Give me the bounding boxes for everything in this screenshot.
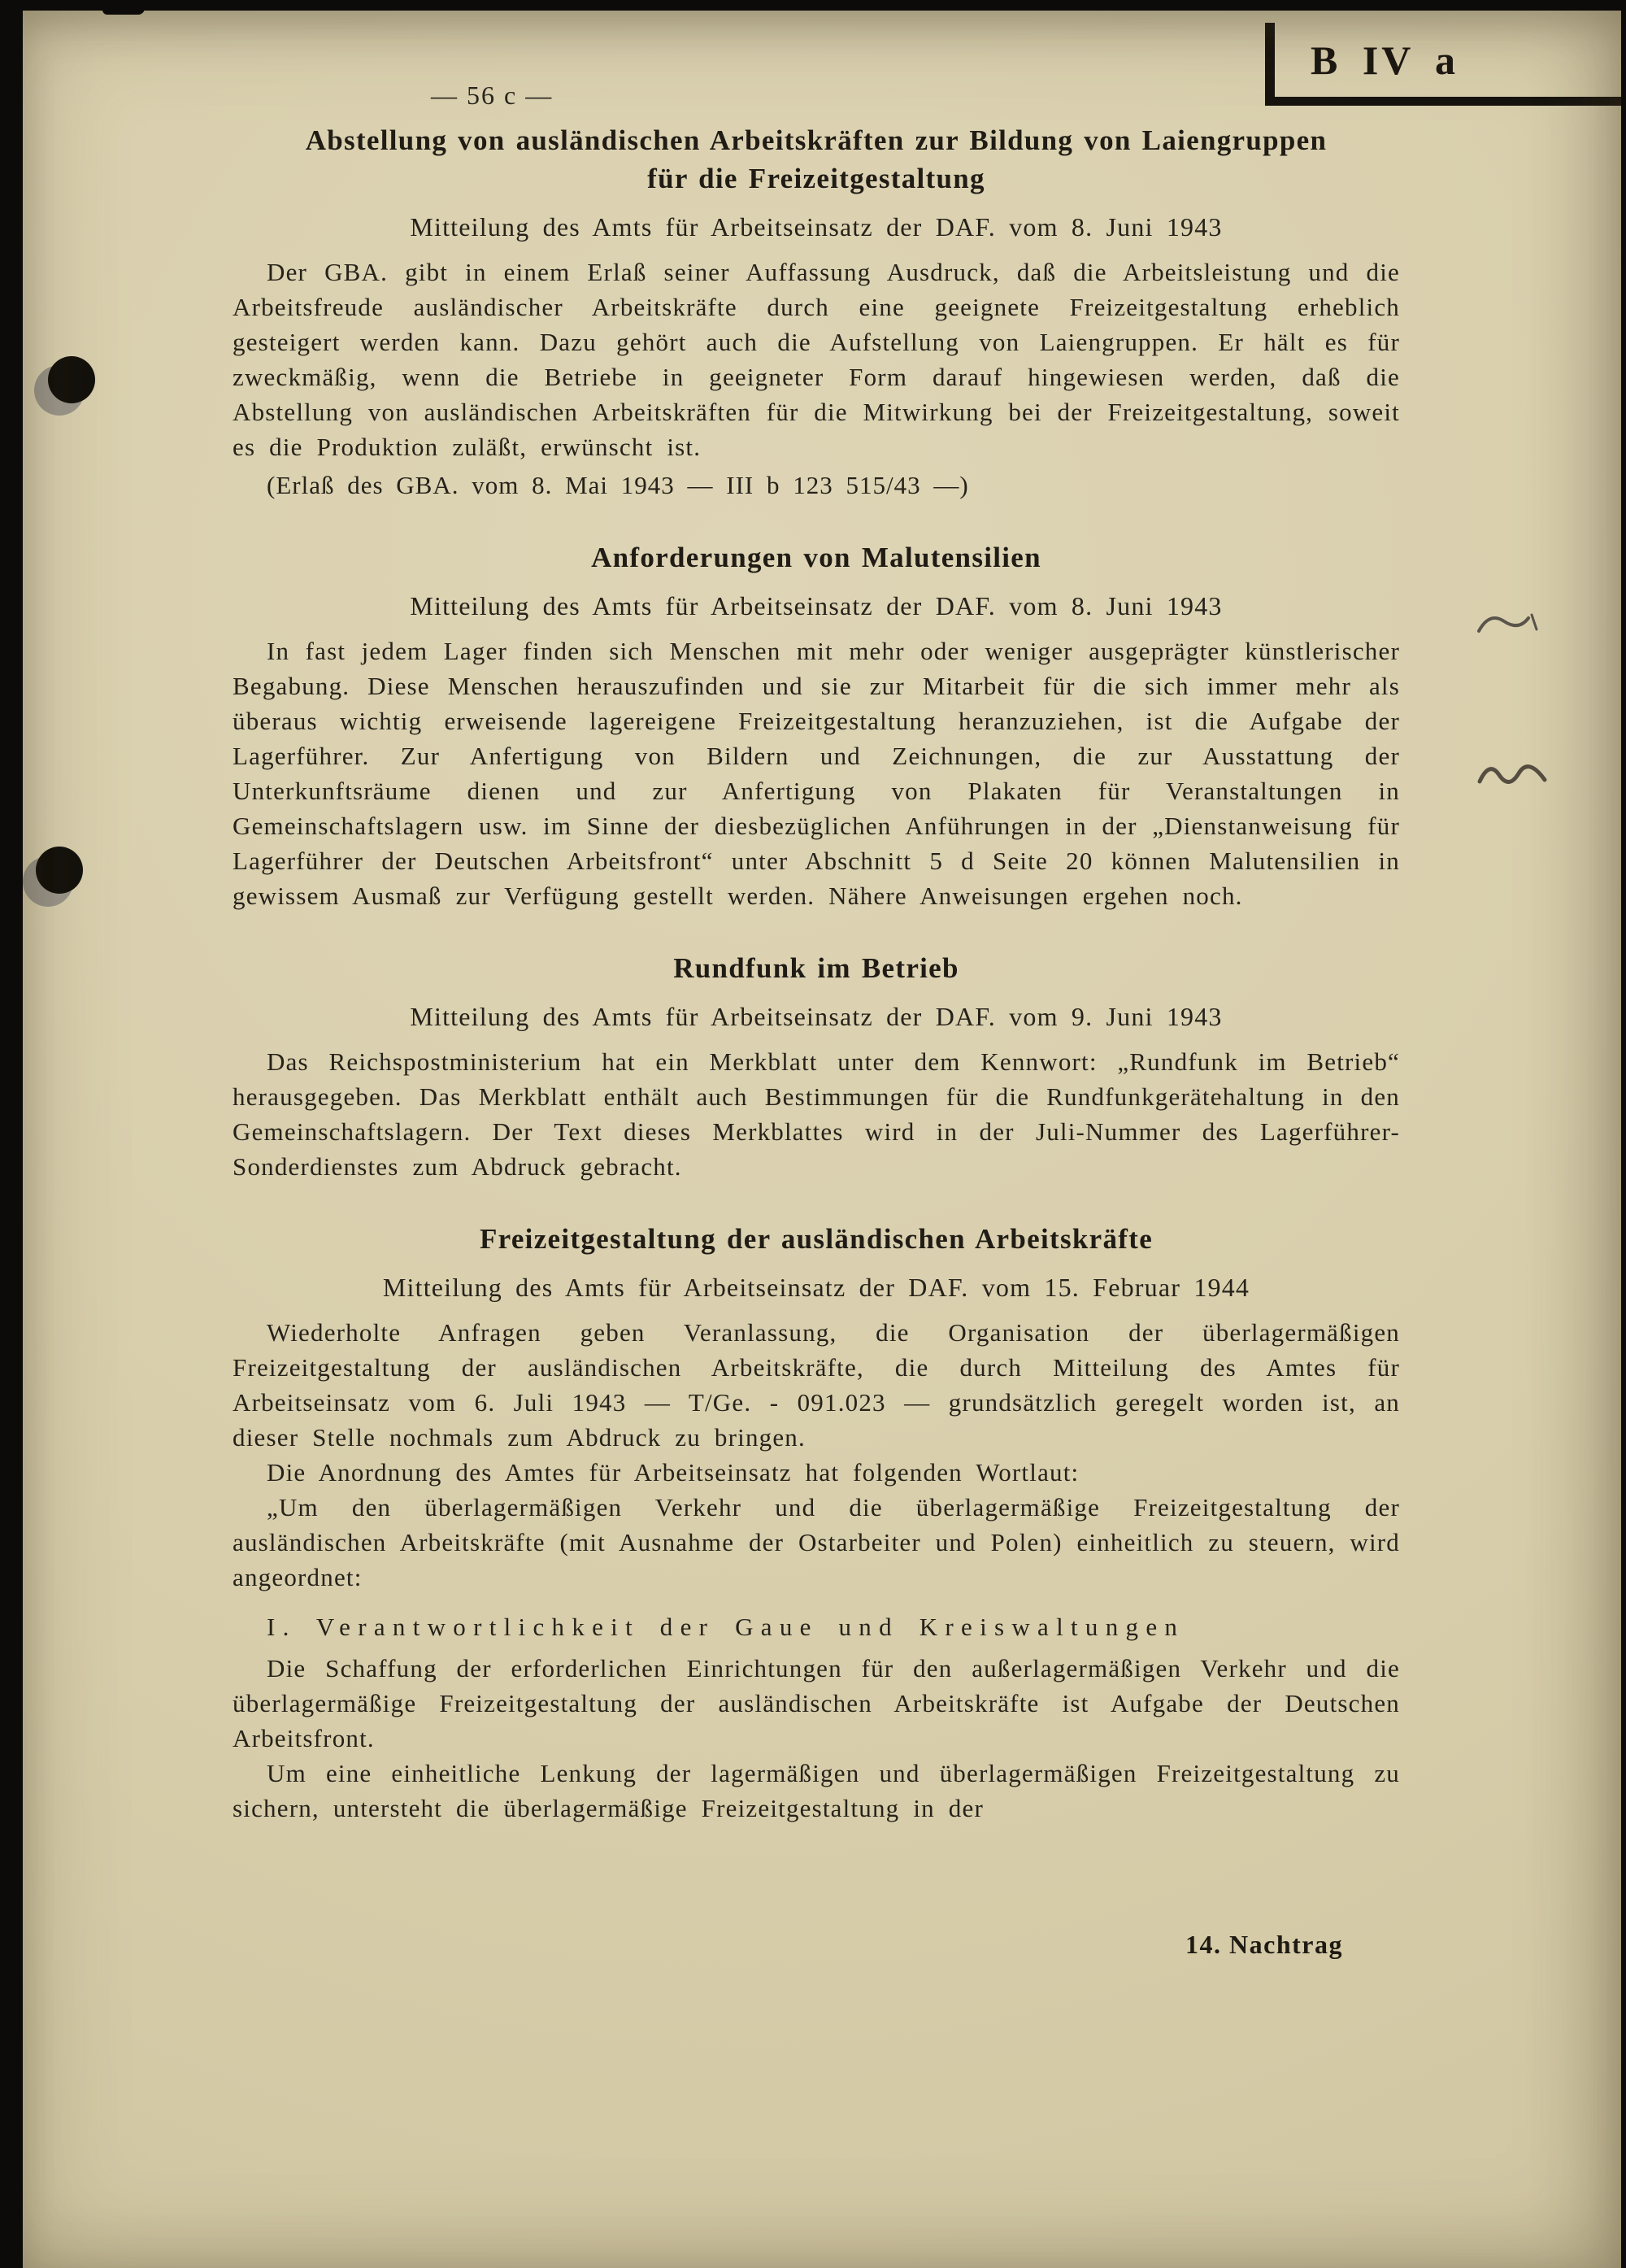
footer-supplement-label: 14. Nachtrag xyxy=(1185,1930,1343,1959)
hole-punch xyxy=(36,847,83,894)
ink-mark xyxy=(1475,608,1540,644)
page-number: — 56 c — xyxy=(431,81,554,110)
document-page xyxy=(23,11,1621,2268)
corner-tab xyxy=(1265,23,1621,106)
paragraph: Die Schaffung der erforderlichen Einrichtungen für den außerlagermäßigen Verkehr und die überlagermäßige Freizeitgestaltung der ausländischen Arbeitskräfte ist Aufgabe der Deutschen Arbeitsfront. xyxy=(233,1654,1400,1752)
roman-numeral-subheading: I. Verantwortlichkeit der Gaue und Kreiswaltungen xyxy=(267,1613,1185,1641)
ink-mark xyxy=(1476,757,1558,793)
paragraph: Das Reichspostministerium hat ein Merkblatt unter dem Kennwort: „Rundfunk im Betrieb“ herausgegeben. Das Merkblatt enthält auch Bestimmungen für die Rundfunkgerätehaltung in den Gemeinschaftslagern. Der Text dieses Merkblattes wird in der Juli-Nummer des Lagerführer-Sonderdienstes zum Abdruck gebracht. xyxy=(233,1047,1400,1181)
scan-edge-mark xyxy=(102,0,145,15)
section-title: Abstellung von ausländischen Arbeitskräften zur Bildung von Laiengruppen für die Freizeitgestaltung xyxy=(305,124,1328,194)
section-title: Anforderungen von Malutensilien xyxy=(591,542,1041,573)
paragraph: Die Anordnung des Amtes für Arbeitseinsatz hat folgenden Wortlaut: xyxy=(267,1458,1080,1487)
corner-tab-label: B IV a xyxy=(1311,37,1459,83)
section-subtitle: Mitteilung des Amts für Arbeitseinsatz der DAF. vom 8. Juni 1943 xyxy=(410,591,1223,620)
page-content xyxy=(233,121,1400,1826)
citation-line: (Erlaß des GBA. vom 8. Mai 1943 — III b 123 515/43 —) xyxy=(267,471,969,499)
hole-punch xyxy=(48,356,95,403)
section-title: Freizeitgestaltung der ausländischen Arbeitskräfte xyxy=(479,1223,1154,1255)
paragraph: Wiederholte Anfragen geben Veranlassung, die Organisation der überlagermäßigen Freizeitgestaltung der ausländischen Arbeitskräfte, die durch Mitteilung des Amtes für Arbeitseinsatz vom 6. Juli 1943 — T/Ge. - 091.023 — grundsätzlich geregelt worden ist, an dieser Stelle nochmals zum Abdruck zu bringen. xyxy=(233,1318,1400,1452)
section-freizeitgestaltung xyxy=(233,1220,1400,1826)
section-malutensilien xyxy=(233,538,1400,913)
section-subtitle: Mitteilung des Amts für Arbeitseinsatz der DAF. vom 8. Juni 1943 xyxy=(410,212,1223,242)
section-abstellung xyxy=(233,121,1400,503)
paragraph: „Um den überlagermäßigen Verkehr und die überlagermäßige Freizeitgestaltung der ausländischen Arbeitskräfte (mit Ausnahme der Ostarbeiter und Polen) einheitlich zu steuern, wird angeordnet: xyxy=(233,1493,1400,1591)
section-title: Rundfunk im Betrieb xyxy=(673,952,959,984)
paragraph: Um eine einheitliche Lenkung der lagermäßigen und überlagermäßigen Freizeitgestaltung zu sichern, untersteht die überlagermäßige Freizeitgestaltung in der xyxy=(233,1759,1400,1822)
section-subtitle: Mitteilung des Amts für Arbeitseinsatz der DAF. vom 9. Juni 1943 xyxy=(410,1002,1223,1031)
paragraph: Der GBA. gibt in einem Erlaß seiner Auffassung Ausdruck, daß die Arbeitsleistung und die Arbeitsfreude ausländischer Arbeitskräfte durch eine geeignete Freizeitgestaltung erheblich gesteigert werden kann. Dazu gehört auch die Aufstellung von Laiengruppen. Er hält es für zweckmäßig, wenn die Betriebe in geeigneter Form darauf hingewiesen werden, daß die Abstellung von ausländischen Arbeitskräften für die Mitwirkung bei der Freizeitgestaltung, soweit es die Produktion zuläßt, erwünscht ist. xyxy=(233,258,1400,461)
section-rundfunk xyxy=(233,949,1400,1184)
paragraph: In fast jedem Lager finden sich Menschen mit mehr oder weniger ausgeprägter künstlerischer Begabung. Diese Menschen herauszufinden und sie zur Mitarbeit für die sich immer mehr als überaus wichtig erweisende lagereigene Freizeitgestaltung heranzuziehen, ist die Aufgabe der Lagerführer. Zur Anfertigung von Bildern und Zeichnungen, die zur Ausstattung der Unterkunftsräume dienen und zur Anfertigung von Plakaten für Veranstaltungen in Gemeinschaftslagern usw. im Sinne der diesbezüglichen Anführungen in der „Dienstanweisung für Lagerführer der Deutschen Arbeitsfront“ unter Abschnitt 5 d Seite 20 können Malutensilien in gewissem Ausmaß zur Verfügung gestellt werden. Nähere Anweisungen ergehen noch. xyxy=(233,637,1400,910)
section-subtitle: Mitteilung des Amts für Arbeitseinsatz der DAF. vom 15. Februar 1944 xyxy=(382,1273,1250,1302)
